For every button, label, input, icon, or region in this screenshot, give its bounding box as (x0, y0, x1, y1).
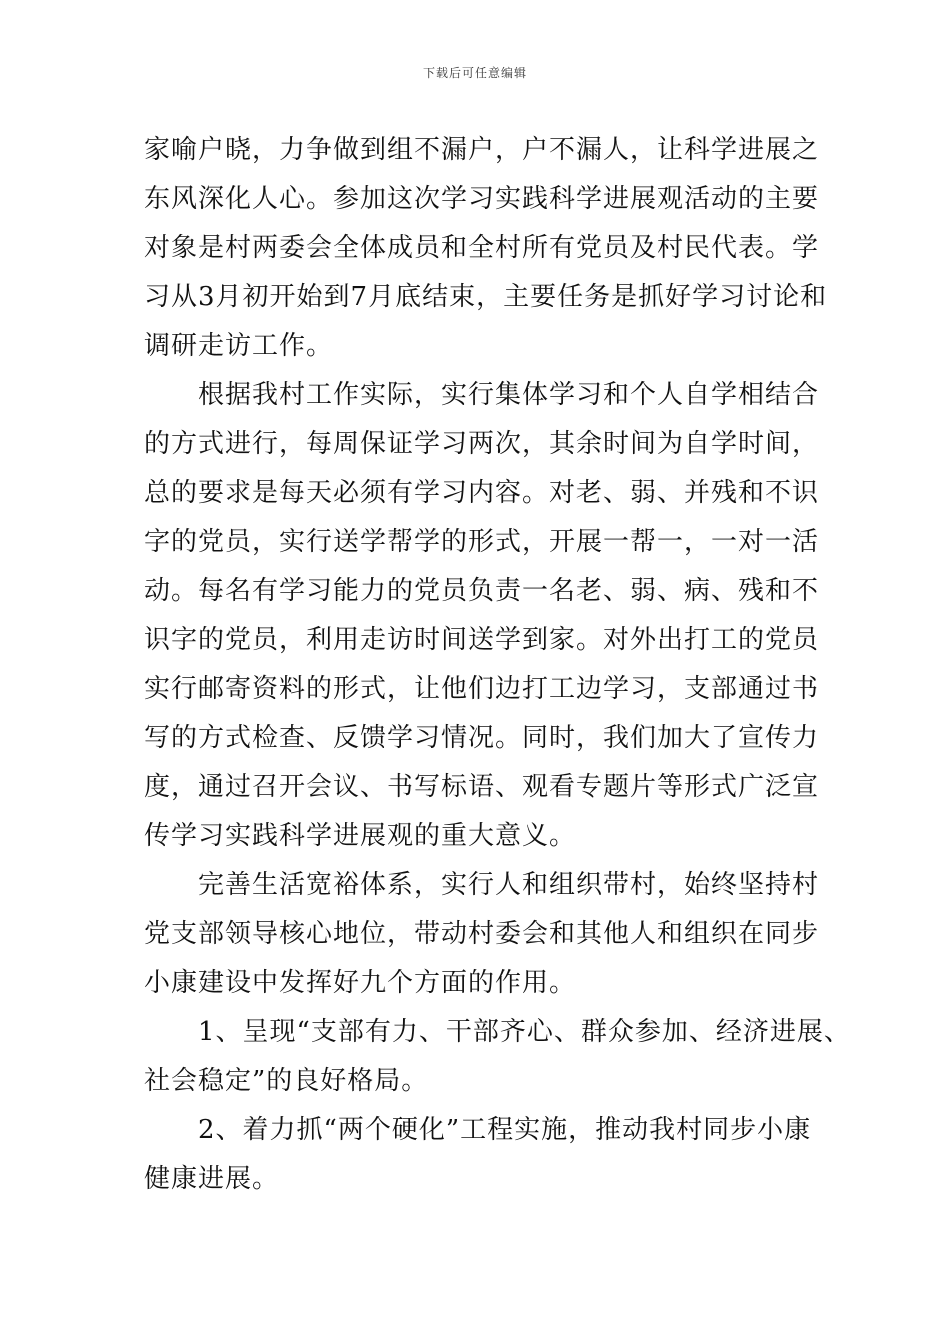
text-line: 习从3月初开始到7月底结束，主要任务是抓好学习讨论和 (144, 282, 828, 312)
text-line: 党支部领导核心地位，带动村委会和其他人和组织在同步 (144, 919, 820, 949)
text-line: 小康建设中发挥好九个方面的作用。 (144, 968, 577, 998)
text-line: 总的要求是每天必须有学习内容。对老、弱、并残和不识 (144, 478, 820, 508)
page-header: 下载后可任意编辑 (422, 66, 527, 80)
text-line: 写的方式检查、反馈学习情况。同时，我们加大了宣传力 (144, 723, 820, 753)
text-line: 调研走访工作。 (144, 331, 334, 361)
list-item-2-line: 2、着力抓“两个硬化”工程实施，推动我村同步小康 (198, 1115, 812, 1145)
document-body (144, 126, 851, 1204)
text-line: 传学习实践科学进展观的重大意义。 (144, 821, 577, 851)
text-line: 的方式进行，每周保证学习两次，其余时间为自学时间， (144, 429, 820, 459)
text-line: 识字的党员，利用走访时间送学到家。对外出打工的党员 (144, 625, 820, 655)
text-line: 度，通过召开会议、书写标语、观看专题片等形式广泛宣 (144, 772, 820, 802)
paragraph-start-line: 根据我村工作实际，实行集体学习和个人自学相结合 (198, 380, 820, 410)
paragraph-start-line: 完善生活宽裕体系，实行人和组织带村，始终坚持村 (198, 870, 820, 900)
list-item-1-line: 1、呈现“支部有力、干部齐心、群众参加、经济进展、 (198, 1017, 851, 1047)
text-line: 对象是村两委会全体成员和全村所有党员及村民代表。学 (144, 233, 820, 263)
text-line: 动。每名有学习能力的党员负责一名老、弱、病、残和不 (144, 576, 820, 606)
text-line: 家喻户晓，力争做到组不漏户，户不漏人，让科学进展之 (144, 135, 820, 165)
text-line: 字的党员，实行送学帮学的形式，开展一帮一，一对一活 (144, 527, 820, 557)
text-line: 健康进展。 (144, 1164, 280, 1194)
text-line: 东风深化人心。参加这次学习实践科学进展观活动的主要 (144, 184, 820, 214)
text-line: 社会稳定”的良好格局。 (144, 1066, 429, 1096)
text-line: 实行邮寄资料的形式，让他们边打工边学习，支部通过书 (144, 674, 820, 704)
